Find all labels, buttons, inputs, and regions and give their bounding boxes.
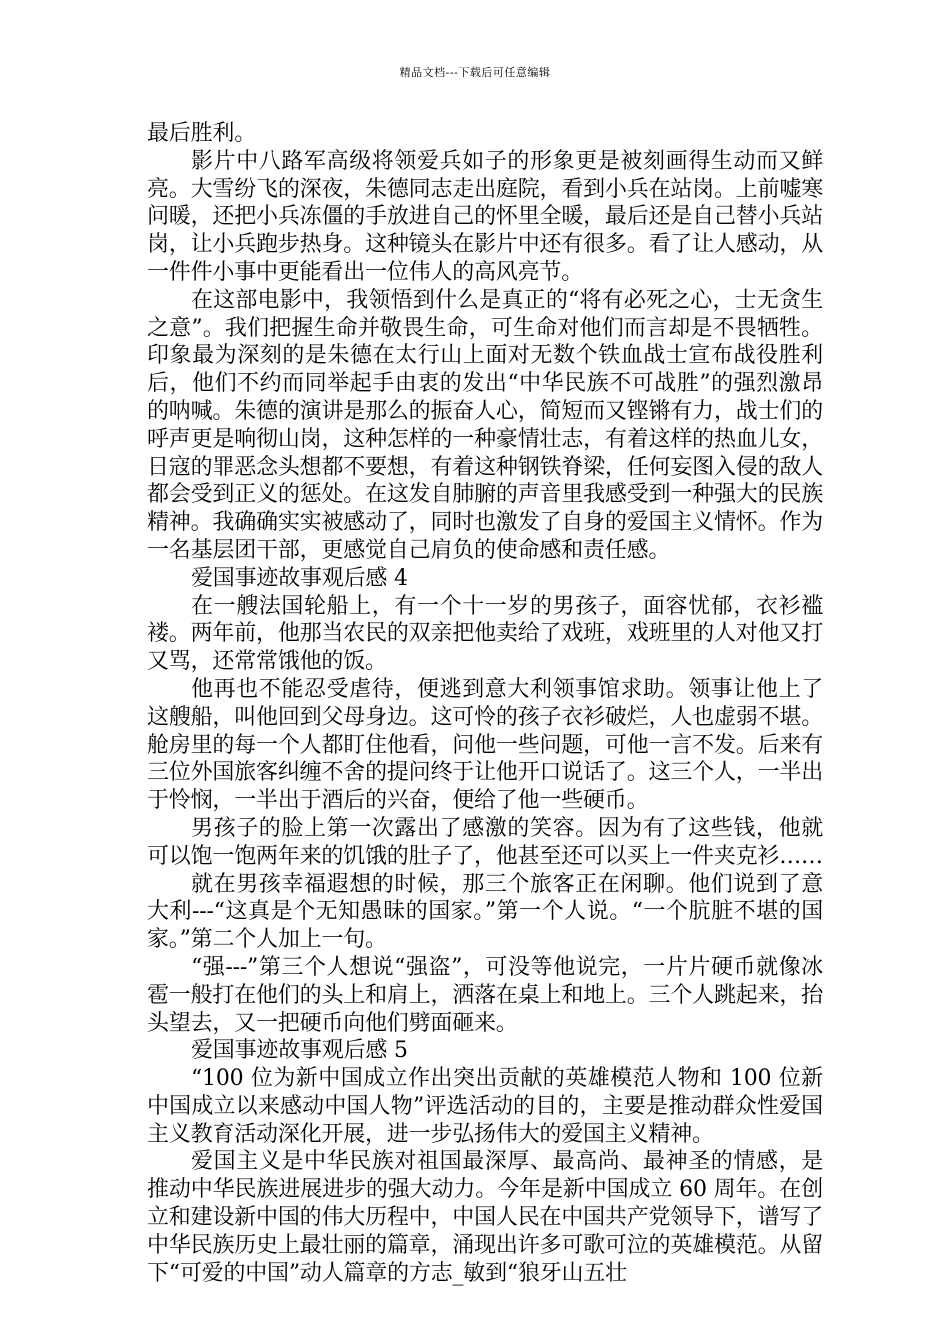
- document-body: [147, 120, 823, 1287]
- paragraph: 就在男孩幸福遐想的时候，那三个旅客正在闲聊。他们说到了意大利---“这真是个无知愚昧的国家。”第一个人说。“一个肮脏不堪的国家。”第二个人加上一句。: [147, 871, 823, 953]
- paragraph: “强---”第三个人想说“强盗”，可没等他说完，一片片硬币就像冰雹一般打在他们的头上和肩上，洒落在桌上和地上。三个人跳起来，抬头望去，又一把硬币向他们劈面砸来。: [147, 954, 823, 1036]
- paragraph: 爱国主义是中华民族对祖国最深厚、最高尚、最神圣的情感，是推动中华民族进展进步的强大动力。今年是新中国成立 60 周年。在创立和建设新中国的伟大历程中，中国人民在中国共产党领导下，谱写了中华民族历史上最壮丽的篇章，涌现出许多可歌可泣的英雄模范。从留下“可爱的中国”动人篇章的方志_敏到“狼牙山五壮: [147, 1149, 823, 1286]
- paragraph: 最后胜利。: [147, 121, 257, 146]
- paragraph: 影片中八路军高级将领爱兵如子的形象更是被刻画得生动而又鲜亮。大雪纷飞的深夜，朱德同志走出庭院，看到小兵在站岗。上前嘘寒问暖，还把小兵冻僵的手放进自己的怀里全暖，最后还是自己替小兵站岗，让小兵跑步热身。这种镜头在影片中还有很多。看了让人感动，从一件件小事中更能看出一位伟人的高风亮节。: [147, 148, 823, 285]
- paragraph: 男孩子的脸上第一次露出了感激的笑容。因为有了这些钱，他就可以饱一饱两年来的饥饿的肚子了，他甚至还可以买上一件夹克衫……: [147, 815, 823, 869]
- paragraph: 在这部电影中，我领悟到什么是真正的“将有必死之心，士无贪生之意”。我们把握生命并敬畏生命，可生命对他们而言却是不畏牺牲。印象最为深刻的是朱德在太行山上面对无数个铁血战士宣布战役胜利后，他们不约而同举起手由衷的发出“中华民族不可战胜”的强烈激昂的呐喊。朱德的演讲是那么的振奋人心，简短而又铿锵有力，战士们的呼声更是响彻山岗，这种怎样的一种豪情壮志，有着这样的热血儿女，日寇的罪恶念头想都不要想，有着这种钢铁脊梁，任何妄图入侵的敌人都会受到正义的惩处。在这发自肺腑的声音里我感受到一种强大的民族精神。我确确实实被感动了，同时也激发了自身的爱国主义情怀。作为一名基层团干部，更感觉自己肩负的使命感和责任感。: [147, 287, 823, 563]
- paragraph: “100 位为新中国成立作出突出贡献的英雄模范人物和 100 位新中国成立以来感动中国人物”评选活动的目的，主要是推动群众性爱国主义教育活动深化开展，进一步弘扬伟大的爱国主义精神。: [147, 1066, 823, 1147]
- section-heading: 爱国事迹故事观后感 4: [191, 565, 408, 591]
- paragraph: 他再也不能忍受虐待，便逃到意大利领事馆求助。领事让他上了这艘船，叫他回到父母身边。这可怜的孩子衣衫破烂，人也虚弱不堪。舱房里的每一个人都盯住他看，问他一些问题，可他一言不发。后来有三位外国旅客纠缠不舍的提问终于让他开口说话了。这三个人，一半出于怜悯，一半出于酒后的兴奋，便给了他一些硬币。: [147, 676, 823, 814]
- section-heading: 爱国事迹故事观后感 5: [191, 1038, 408, 1064]
- page-header: 精品文档---下载后可任意编辑: [399, 66, 551, 79]
- paragraph: 在一艘法国轮船上，有一个十一岁的男孩子，面容忧郁，衣衫褴褛。两年前，他那当农民的双亲把他卖给了戏班，戏班里的人对他又打又骂，还常常饿他的饭。: [147, 593, 823, 675]
